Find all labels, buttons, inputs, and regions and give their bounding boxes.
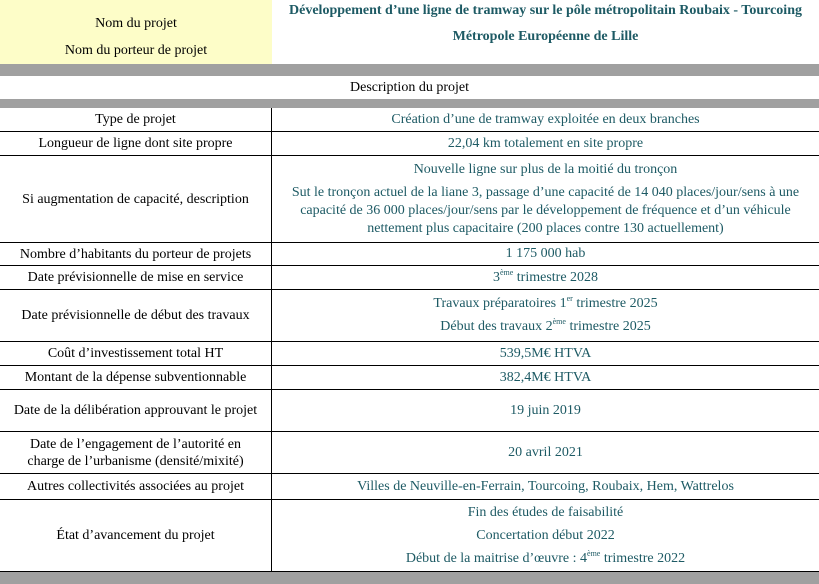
row-label: Nombre d’habitants du porteur de projets [0,243,272,265]
row-value [272,432,819,473]
superscript: ème [587,548,601,558]
row-label: Date prévisionnelle de mise en service [0,266,272,289]
table-row-cost [0,342,819,366]
value-line [448,135,643,153]
value-line [433,295,657,313]
value-text: 1 175 000 hab [505,246,586,261]
value-text: Début de la maitrise d’œuvre : 4 [405,550,588,566]
value-line [506,245,586,263]
value-text: Création d’une de tramway exploitée en deux branches [391,111,700,127]
project-header [0,0,819,64]
table-row-progress [0,500,819,572]
row-value [272,390,819,431]
superscript: er [566,294,573,303]
value-line [510,402,581,420]
row-label: Coût d’investissement total HT [0,342,272,365]
row-value [272,243,819,265]
divider-bar [0,99,819,108]
table-row-capacity [0,156,819,243]
table-row-deliberation-date [0,390,819,432]
row-label: Date de l’engagement de l’autorité en charge de l’urbanisme (densité/mixité) [0,432,272,473]
value-line [278,184,813,238]
value-text: trimestre 2025 [565,319,651,334]
row-value [272,500,819,571]
value-text: 382,4M€ HTVA [499,369,592,385]
table-row-urbanism-date [0,432,819,474]
value-text: Nouvelle ligne sur plus de la moitié du tronçon [413,161,678,177]
superscript: ème [552,317,566,326]
divider-bar [0,572,819,584]
value-text: Fin des études de faisabilité [467,504,624,520]
value-text: 20 avril 2021 [508,444,583,460]
value-text: Concertation début 2022 [476,527,615,543]
value-text: Sut le tronçon actuel de la liane 3, passage d’une capacité de 14 040 places/jour/sens à une capacité de 36 000 places/jour/sens par le développement de fréquence et d’un véhicule nettement plus capacitaire (200 places contre 130 actuellement) [291,184,800,236]
value-line [414,161,678,179]
value-line [391,111,699,129]
table-row-other-communities [0,474,819,500]
value-line [406,550,685,568]
value-line [500,345,592,363]
value-text: 3 [492,269,500,285]
row-value [272,132,819,155]
row-label: Type de projet [0,108,272,131]
row-label: Si augmentation de capacité, description [0,156,272,242]
value-text: trimestre 2022 [600,550,686,566]
value-line [476,527,614,545]
value-text: trimestre 2025 [572,296,658,311]
row-value [272,366,819,389]
value-text: Travaux préparatoires 1 [433,296,567,311]
value-text: Début des travaux 2 [440,319,553,334]
value-text: 539,5M€ HTVA [499,345,592,361]
header-labels [0,0,272,64]
description-table [0,108,819,572]
row-label: Autres collectivités associées au projet [0,474,272,499]
row-label: Date de la délibération approuvant le projet [0,390,272,431]
project-owner: Métropole Européenne de Lille [452,29,639,44]
row-value [272,290,819,341]
row-label: Montant de la dépense subventionnable [0,366,272,389]
value-text: 22,04 km totalement en site propre [447,135,644,151]
header-values [272,0,819,64]
row-value [272,108,819,131]
value-line [468,504,624,522]
value-line [357,478,734,496]
table-row-subsidized-amount [0,366,819,390]
project-name-label: Nom du projet [95,15,177,31]
value-text: Villes de Neuville-en-Ferrain, Tourcoing, Roubaix, Hem, Wattrelos [357,478,734,494]
row-label: Date prévisionnelle de début des travaux [0,290,272,341]
row-value [272,156,819,242]
project-name: Développement d’une ligne de tramway sur le pôle métropolitain Roubaix - Tourcoing [289,3,802,18]
row-value [272,342,819,365]
row-label: État d’avancement du projet [0,500,272,571]
value-line [500,369,592,387]
table-row-length [0,132,819,156]
value-line [508,444,583,462]
value-line [440,318,650,336]
project-owner-label: Nom du porteur de projet [64,42,208,58]
table-row-service-date [0,266,819,290]
table-row-inhabitants [0,243,819,266]
divider-bar [0,64,819,76]
row-value [272,266,819,289]
value-text: trimestre 2028 [513,269,599,285]
superscript: ème [499,267,514,277]
table-row-type [0,108,819,132]
row-value [272,474,819,499]
section-title: Description du projet [350,79,469,95]
value-line [493,269,598,287]
value-text: 19 juin 2019 [510,402,581,418]
table-row-works-date [0,290,819,342]
row-label: Longueur de ligne dont site propre [0,132,272,155]
